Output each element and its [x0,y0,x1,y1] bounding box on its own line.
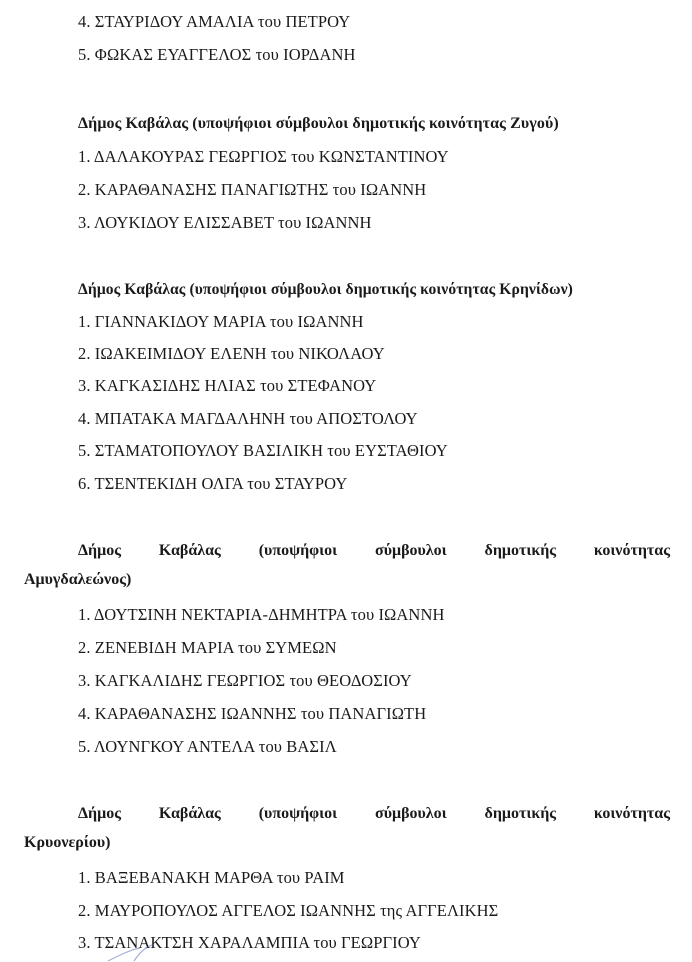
list-item: 2. ΜΑΥΡΟΠΟΥΛΟΣ ΑΓΓΕΛΟΣ ΙΩΑΝΝΗΣ της ΑΓΓΕΛΙΚΗΣ [78,901,499,920]
heading-word: Δήμος [78,542,121,559]
list-item: 1. ΒΑΞΕΒΑΝΑΚΗ ΜΑΡΘΑ του ΡΑΙΜ [78,868,345,887]
list-item: 1. ΔΟΥΤΣΙΝΗ ΝΕΚΤΑΡΙΑ-ΔΗΜΗΤΡΑ του ΙΩΑΝΝΗ [78,605,445,624]
list-item: 1. ΔΑΛΑΚΟΥΡΑΣ ΓΕΩΡΓΙΟΣ του ΚΩΝΣΤΑΝΤΙΝΟΥ [78,147,449,166]
list-item: 5. ΦΩΚΑΣ ΕΥΑΓΓΕΛΟΣ του ΙΟΡΔΑΝΗ [78,45,356,64]
list-item: 6. ΤΣΕΝΤΕΚΙΔΗ ΟΛΓΑ του ΣΤΑΥΡΟΥ [78,474,348,493]
list-item: 3. ΤΣΑΝΑΚΤΣΗ ΧΑΡΑΛΑΜΠΙΑ του ΓΕΩΡΓΙΟΥ [78,933,421,952]
list-item: 1. ΓΙΑΝΝΑΚΙΔΟΥ ΜΑΡΙΑ του ΙΩΑΝΝΗ [78,312,364,331]
heading-word: κοινότητας [593,805,670,822]
list-item: 3. ΛΟΥΚΙΔΟΥ ΕΛΙΣΣΑΒΕΤ του ΙΩΑΝΝΗ [78,213,372,232]
heading-word: (υποψήφιοι [258,805,338,822]
heading-word: δημοτικής [484,805,557,822]
list-item: 5. ΛΟΥΝΓΚΟΥ ΑΝΤΕΛΑ του ΒΑΣΙΛ [78,737,337,756]
list-item: 5. ΣΤΑΜΑΤΟΠΟΥΛΟΥ ΒΑΣΙΛΙΚΗ του ΕΥΣΤΑΘΙΟΥ [78,441,448,460]
section-heading-continuation: Αμυγδαλεώνος) [24,571,132,588]
list-item: 3. ΚΑΓΚΑΣΙΔΗΣ ΗΛΙΑΣ του ΣΤΕΦΑΝΟΥ [78,376,377,395]
heading-word: σύμβουλοι [374,542,447,559]
heading-word: Δήμος [78,805,121,822]
list-item: 4. ΣΤΑΥΡΙΔΟΥ ΑΜΑΛΙΑ του ΠΕΤΡΟΥ [78,12,351,31]
heading-word: σύμβουλοι [374,805,447,822]
heading-word: κοινότητας [593,542,670,559]
section-heading [78,541,670,561]
section-heading: Δήμος Καβάλας (υποψήφιοι σύμβουλοι δημοτικής κοινότητας Ζυγού) [78,115,559,132]
heading-word: Καβάλας [158,542,221,559]
list-item: 4. ΚΑΡΑΘΑΝΑΣΗΣ ΙΩΑΝΝΗΣ του ΠΑΝΑΓΙΩΤΗ [78,704,427,723]
list-item: 2. ΚΑΡΑΘΑΝΑΣΗΣ ΠΑΝΑΓΙΩΤΗΣ του ΙΩΑΝΝΗ [78,180,427,199]
section-heading: Δήμος Καβάλας (υποψήφιοι σύμβουλοι δημοτικής κοινότητας Κρηνίδων) [78,281,573,298]
list-item: 3. ΚΑΓΚΑΛΙΔΗΣ ΓΕΩΡΓΙΟΣ του ΘΕΟΔΟΣΙΟΥ [78,671,412,690]
list-item: 2. ΙΩΑΚΕΙΜΙΔΟΥ ΕΛΕΝΗ του ΝΙΚΟΛΑΟΥ [78,344,385,363]
heading-word: Καβάλας [158,805,221,822]
section-heading [78,804,670,824]
list-item: 2. ΖΕΝΕΒΙΔΗ ΜΑΡΙΑ του ΣΥΜΕΩΝ [78,638,337,657]
heading-word: (υποψήφιοι [258,542,338,559]
list-item: 4. ΜΠΑΤΑΚΑ ΜΑΓΔΑΛΗΝΗ του ΑΠΟΣΤΟΛΟΥ [78,409,418,428]
signature-mark [100,944,190,962]
section-heading-continuation: Κρυονερίου) [24,834,111,851]
heading-word: δημοτικής [484,542,557,559]
